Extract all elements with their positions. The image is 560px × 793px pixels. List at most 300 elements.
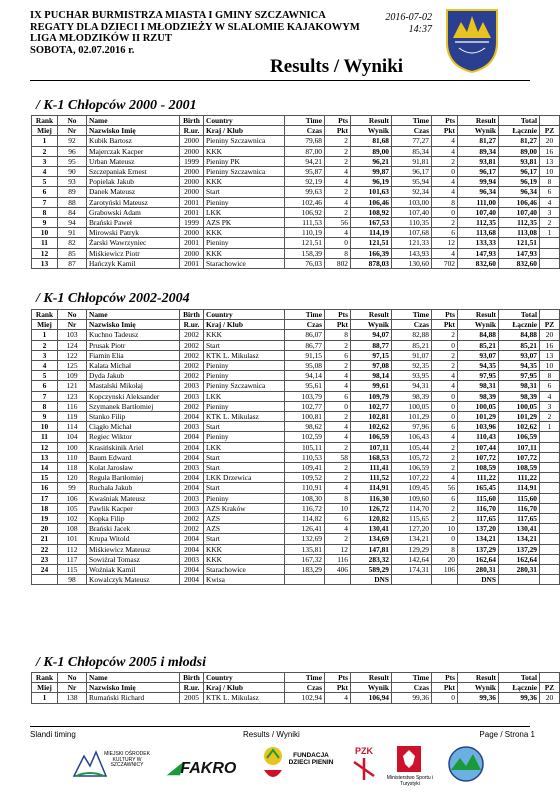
cell-bib: 102 — [58, 514, 87, 524]
cell-birth: 2002 — [180, 361, 204, 371]
header-time1: Czas — [285, 683, 325, 693]
cell-result1: 283,32 — [351, 554, 392, 564]
cell-result2: 89,34 — [458, 146, 499, 156]
header-rank: Miej — [32, 126, 58, 136]
cell-club: Start — [204, 483, 285, 493]
cell-rank: 2 — [32, 340, 58, 350]
cell-club: Pieniny — [204, 238, 285, 248]
header-rank: Rank — [32, 673, 58, 683]
cell-name: Popielak Jakub — [87, 177, 180, 187]
cell-rank — [32, 575, 58, 585]
table-row — [32, 207, 560, 217]
header-birth: Birth — [180, 116, 204, 126]
cell-pts1: 2 — [325, 361, 351, 371]
cell-pz — [540, 258, 560, 268]
cell-pz: 16 — [540, 340, 560, 350]
cell-bib: 103 — [58, 330, 87, 340]
cell-pz — [540, 575, 560, 585]
cell-pts2: 4 — [432, 187, 458, 197]
cell-pts1: 4 — [325, 228, 351, 238]
cell-birth: 2000 — [180, 228, 204, 238]
cell-time1: 106,92 — [285, 207, 325, 217]
cell-pts2: 4 — [432, 381, 458, 391]
cell-total: 89,00 — [499, 146, 540, 156]
cell-pts2: 2 — [432, 514, 458, 524]
table-row — [32, 422, 560, 432]
cell-total: 93,81 — [499, 156, 540, 166]
header-birth: Birth — [180, 673, 204, 683]
pzk-paddle-icon — [350, 756, 378, 782]
header-name: Name — [87, 310, 180, 320]
cell-result2: 110,43 — [458, 432, 499, 442]
cell-bib: 109 — [58, 371, 87, 381]
cell-rank: 2 — [32, 146, 58, 156]
cell-pts1: 58 — [325, 452, 351, 462]
cell-result1: 114,91 — [351, 483, 392, 493]
header-time1: Time — [285, 310, 325, 320]
cell-rank: 18 — [32, 503, 58, 513]
cell-rank: 12 — [32, 442, 58, 452]
cell-pts2: 0 — [432, 167, 458, 177]
cell-rank: 4 — [32, 361, 58, 371]
header-result1: Result — [351, 116, 392, 126]
cell-birth: 2004 — [180, 483, 204, 493]
table-header-row — [32, 126, 560, 136]
cell-pz: 3 — [540, 401, 560, 411]
cell-bib: 101 — [58, 534, 87, 544]
header-name: Name — [87, 116, 180, 126]
cell-result1: 102,62 — [351, 422, 392, 432]
cell-club: KKK — [204, 330, 285, 340]
cell-pz — [540, 544, 560, 554]
cell-pz: 2 — [540, 412, 560, 422]
header-birth: Birth — [180, 310, 204, 320]
cell-pts1: 12 — [325, 544, 351, 554]
cell-pz: 10 — [540, 361, 560, 371]
cell-time1: 126,41 — [285, 524, 325, 534]
cell-club: KKK — [204, 554, 285, 564]
header-total: Total — [499, 116, 540, 126]
table-row — [32, 503, 560, 513]
cell-bib: 138 — [58, 693, 87, 703]
cell-pts2: 10 — [432, 524, 458, 534]
cell-time2: 85,21 — [392, 340, 432, 350]
cell-time2: 97,96 — [392, 422, 432, 432]
table-row — [32, 575, 560, 585]
cell-name: Danek Mateusz — [87, 187, 180, 197]
cell-time1: 95,61 — [285, 381, 325, 391]
cell-result2: 99,94 — [458, 177, 499, 187]
ministry-eagle-icon — [395, 744, 423, 774]
cell-pts1: 8 — [325, 248, 351, 258]
cell-result1: 102,77 — [351, 401, 392, 411]
cell-pz: 13 — [540, 156, 560, 166]
cell-result1: 109,79 — [351, 391, 392, 401]
cell-time2: 110,35 — [392, 218, 432, 228]
cell-birth: 2000 — [180, 187, 204, 197]
cell-pts1: 2 — [325, 463, 351, 473]
header-bib: No — [58, 310, 87, 320]
pzk-label: PZK — [355, 746, 373, 756]
header-time2: Time — [392, 673, 432, 683]
cell-total: 832,60 — [499, 258, 540, 268]
cell-result1: 88,77 — [351, 340, 392, 350]
cell-birth: 2003 — [180, 463, 204, 473]
cell-pts1: 2 — [325, 412, 351, 422]
cell-time2: 115,65 — [392, 514, 432, 524]
table-row — [32, 401, 560, 411]
cell-rank: 9 — [32, 412, 58, 422]
cell-birth: 2004 — [180, 575, 204, 585]
cell-total: 99,36 — [499, 693, 540, 703]
cell-rank: 13 — [32, 452, 58, 462]
cell-pz: 8 — [540, 371, 560, 381]
header-club: Country — [204, 310, 285, 320]
header-total: Łącznie — [499, 683, 540, 693]
cell-pts1: 2 — [325, 473, 351, 483]
cell-birth: 1999 — [180, 156, 204, 166]
cell-time1: 79,68 — [285, 136, 325, 146]
table-row — [32, 565, 560, 575]
cell-name: Miśkiewicz Piotr — [87, 248, 180, 258]
header-result1: Wynik — [351, 320, 392, 330]
cell-result1: DNS — [351, 575, 392, 585]
cell-result2: 111,00 — [458, 197, 499, 207]
cell-pts1: 4 — [325, 524, 351, 534]
cell-name: Kuchno Tadeusz — [87, 330, 180, 340]
cell-pts1: 2 — [325, 156, 351, 166]
cell-birth: 2001 — [180, 197, 204, 207]
cell-pz: 8 — [540, 177, 560, 187]
cell-pts1: 116 — [325, 554, 351, 564]
table-row — [32, 524, 560, 534]
cell-club: AZS PK — [204, 218, 285, 228]
cell-time1: 110,53 — [285, 452, 325, 462]
cell-pts2: 6 — [432, 228, 458, 238]
table-row — [32, 156, 560, 166]
cell-time2: 143,93 — [392, 248, 432, 258]
cell-rank: 4 — [32, 167, 58, 177]
header-rank: Miej — [32, 320, 58, 330]
cell-time2: 114,70 — [392, 503, 432, 513]
cell-pts1: 6 — [325, 391, 351, 401]
cell-club: Start — [204, 340, 285, 350]
cell-rank: 5 — [32, 177, 58, 187]
header-total: Łącznie — [499, 320, 540, 330]
table-header-row — [32, 673, 560, 683]
cell-time1: 94,14 — [285, 371, 325, 381]
cell-time1: 99,63 — [285, 187, 325, 197]
cell-total: 102,62 — [499, 422, 540, 432]
cell-time2: 129,29 — [392, 544, 432, 554]
header-pz — [540, 310, 560, 320]
header-time2: Time — [392, 116, 432, 126]
cell-pz — [540, 534, 560, 544]
club-logo — [445, 8, 499, 74]
title-line-2: REGATY DLA DZIECI I MŁODZIEŻY W SLALOMIE KAJAKOWYM — [30, 21, 360, 33]
cell-rank: 1 — [32, 136, 58, 146]
cell-time1: 158,39 — [285, 248, 325, 258]
header-name: Nazwisko Imię — [87, 126, 180, 136]
cell-total: 107,72 — [499, 452, 540, 462]
cell-pts2: 106 — [432, 565, 458, 575]
cell-bib: 105 — [58, 503, 87, 513]
cell-pts2: 0 — [432, 340, 458, 350]
cell-pts2: 4 — [432, 136, 458, 146]
cell-club: LKK — [204, 391, 285, 401]
cell-name: Kowalczyk Mateusz — [87, 575, 180, 585]
cell-result2: 107,72 — [458, 452, 499, 462]
cell-pts2: 2 — [432, 218, 458, 228]
date-time — [372, 12, 432, 35]
cell-club: Pieniny Szczawnica — [204, 167, 285, 177]
cell-pts2: 6 — [432, 493, 458, 503]
cell-result2: 84,88 — [458, 330, 499, 340]
cell-birth: 2003 — [180, 503, 204, 513]
header-total: Total — [499, 310, 540, 320]
header-pz — [540, 673, 560, 683]
cell-name: Sowiźrał Tomasz — [87, 554, 180, 564]
cell-name: Hańczyk Kamil — [87, 258, 180, 268]
cell-birth: 2002 — [180, 514, 204, 524]
table-row — [32, 248, 560, 258]
header-result1: Result — [351, 673, 392, 683]
header-pts2: Pkt — [432, 320, 458, 330]
cell-pts1: 4 — [325, 381, 351, 391]
table-row — [32, 493, 560, 503]
mok-label: MIEJSKI OŚRODEK KULTURY W SZCZAWNICY — [104, 751, 150, 768]
cell-bib: 115 — [58, 565, 87, 575]
cell-name: Regiec Wiktor — [87, 432, 180, 442]
mok-mountain-logo — [72, 746, 108, 782]
cell-result1: 147,81 — [351, 544, 392, 554]
cell-result1: 102,81 — [351, 412, 392, 422]
header-name: Nazwisko Imię — [87, 320, 180, 330]
cell-pz — [540, 432, 560, 442]
cell-bib: 123 — [58, 391, 87, 401]
cell-result2: 96,17 — [458, 167, 499, 177]
cell-pts1: 2 — [325, 442, 351, 452]
cell-time2: 99,36 — [392, 693, 432, 703]
cell-time1: 114,82 — [285, 514, 325, 524]
cell-time2: 92,35 — [392, 361, 432, 371]
cell-pts1: 8 — [325, 330, 351, 340]
cell-birth: 2002 — [180, 350, 204, 360]
cell-result1: 107,11 — [351, 442, 392, 452]
cell-bib: 116 — [58, 401, 87, 411]
cell-club: Pieniny Szczawnica — [204, 381, 285, 391]
cell-time2: 85,34 — [392, 146, 432, 156]
cell-result1: 878,03 — [351, 258, 392, 268]
header-result2: Result — [458, 310, 499, 320]
cell-club: Pieniny — [204, 197, 285, 207]
table-row — [32, 238, 560, 248]
header-time2: Czas — [392, 126, 432, 136]
cell-result2: 107,40 — [458, 207, 499, 217]
header-club: Kraj / Klub — [204, 683, 285, 693]
cell-total: 114,91 — [499, 483, 540, 493]
header-rank: Rank — [32, 310, 58, 320]
cell-time2: 96,17 — [392, 167, 432, 177]
cell-pts1: 4 — [325, 483, 351, 493]
cell-club: Pieniny Szczawnica — [204, 136, 285, 146]
cell-club: KKK — [204, 146, 285, 156]
cell-birth: 2002 — [180, 371, 204, 381]
cell-bib: 119 — [58, 412, 87, 422]
cell-pts1: 2 — [325, 340, 351, 350]
cell-bib: 91 — [58, 228, 87, 238]
cell-result1: 96,21 — [351, 156, 392, 166]
cell-time2: 101,29 — [392, 412, 432, 422]
cell-club: Kwisa — [204, 575, 285, 585]
cell-rank: 15 — [32, 473, 58, 483]
cell-pts2: 4 — [432, 371, 458, 381]
cell-rank: 6 — [32, 381, 58, 391]
cell-pz: 1 — [540, 228, 560, 238]
cell-birth: 2000 — [180, 167, 204, 177]
cell-bib: 104 — [58, 432, 87, 442]
section-title-2005: / K-1 Chłopców 2005 i młodsi — [36, 655, 206, 670]
cell-total: 107,40 — [499, 207, 540, 217]
cell-total — [499, 575, 540, 585]
cell-birth: 2004 — [180, 452, 204, 462]
cell-total: 98,39 — [499, 391, 540, 401]
cell-club: Pieniny — [204, 432, 285, 442]
cell-pts2: 6 — [432, 422, 458, 432]
cell-name: Ruchała Jakub — [87, 483, 180, 493]
cell-time2: 91,81 — [392, 156, 432, 166]
cell-pts1: 4 — [325, 197, 351, 207]
cell-result2: 134,21 — [458, 534, 499, 544]
cell-birth: 2001 — [180, 238, 204, 248]
cell-club: KKK — [204, 248, 285, 258]
cell-pts2: 4 — [432, 248, 458, 258]
header-result1: Wynik — [351, 683, 392, 693]
cell-name: Reguła Bartłomiej — [87, 473, 180, 483]
table-row — [32, 412, 560, 422]
cell-rank: 24 — [32, 565, 58, 575]
cell-rank: 5 — [32, 371, 58, 381]
cell-bib: 84 — [58, 207, 87, 217]
cell-result1: 130,41 — [351, 524, 392, 534]
results-heading: Results / Wyniki — [270, 56, 404, 77]
cell-total: 147,93 — [499, 248, 540, 258]
cell-name: Kalata Michał — [87, 361, 180, 371]
table-row — [32, 381, 560, 391]
header-time2: Czas — [392, 683, 432, 693]
cell-pts1: 6 — [325, 350, 351, 360]
cell-name: Brański Jacek — [87, 524, 180, 534]
cell-club: LKK — [204, 207, 285, 217]
cell-pts2: 4 — [432, 177, 458, 187]
header-pts2: Pkt — [432, 683, 458, 693]
cell-pts2: 2 — [432, 503, 458, 513]
cell-rank: 8 — [32, 401, 58, 411]
cell-birth: 2004 — [180, 544, 204, 554]
cell-time2: 82,88 — [392, 330, 432, 340]
cell-pts2: 2 — [432, 330, 458, 340]
cell-time1: 102,59 — [285, 432, 325, 442]
header-pts1: Pts — [325, 673, 351, 683]
page-number: Page / Strona 1 — [479, 730, 535, 739]
table-row — [32, 330, 560, 340]
cell-name: Majerczak Kacper — [87, 146, 180, 156]
cell-bib: 108 — [58, 524, 87, 534]
cell-rank: 9 — [32, 218, 58, 228]
cell-bib: 96 — [58, 146, 87, 156]
cell-bib: 87 — [58, 258, 87, 268]
cell-rank: 10 — [32, 422, 58, 432]
cell-name: Urban Mateusz — [87, 156, 180, 166]
cell-club: LKK Drzewica — [204, 473, 285, 483]
header-pts2: Pts — [432, 310, 458, 320]
table-row — [32, 197, 560, 207]
cell-bib: 117 — [58, 554, 87, 564]
cell-time2: 77,27 — [392, 136, 432, 146]
cell-birth: 2003 — [180, 391, 204, 401]
cell-pts1: 4 — [325, 693, 351, 703]
cell-birth: 2000 — [180, 177, 204, 187]
cell-result2: 98,39 — [458, 391, 499, 401]
header-birth: R.ur. — [180, 683, 204, 693]
table-row — [32, 452, 560, 462]
cell-rank: 1 — [32, 330, 58, 340]
table-row — [32, 350, 560, 360]
header-result2: Wynik — [458, 320, 499, 330]
cell-result2: 162,64 — [458, 554, 499, 564]
cell-name: Brański Paweł — [87, 218, 180, 228]
cell-bib: 106 — [58, 493, 87, 503]
cell-pts2: 2 — [432, 452, 458, 462]
cell-pz — [540, 248, 560, 258]
header-rank: Rank — [32, 116, 58, 126]
cell-pts1: 4 — [325, 422, 351, 432]
cell-pts2: 2 — [432, 156, 458, 166]
cell-rank: 3 — [32, 350, 58, 360]
header-pts1: Pkt — [325, 320, 351, 330]
header-bib: No — [58, 673, 87, 683]
table-row — [32, 554, 560, 564]
cell-result2: 137,20 — [458, 524, 499, 534]
cell-club: Start — [204, 452, 285, 462]
cell-bib: 110 — [58, 452, 87, 462]
header-result1: Wynik — [351, 126, 392, 136]
cell-pz — [540, 452, 560, 462]
cell-rank: 1 — [32, 693, 58, 703]
cell-bib: 89 — [58, 187, 87, 197]
header-rank: Miej — [32, 683, 58, 693]
cell-time1: 102,46 — [285, 197, 325, 207]
cell-club: KKK — [204, 177, 285, 187]
cell-time1: 102,77 — [285, 401, 325, 411]
cell-total: 84,88 — [499, 330, 540, 340]
cell-name: Miśkiewicz Mateusz — [87, 544, 180, 554]
cell-total: 96,34 — [499, 187, 540, 197]
cell-result1: 111,52 — [351, 473, 392, 483]
cell-result1: 120,82 — [351, 514, 392, 524]
cell-name: Krupa Witold — [87, 534, 180, 544]
cell-time2: 105,72 — [392, 452, 432, 462]
table-row — [32, 177, 560, 187]
table-row — [32, 442, 560, 452]
cell-pts2: 0 — [432, 693, 458, 703]
header-club: Kraj / Klub — [204, 320, 285, 330]
cell-total: 137,29 — [499, 544, 540, 554]
cell-result1: 116,30 — [351, 493, 392, 503]
cell-pz: 2 — [540, 218, 560, 228]
cell-result1: 96,19 — [351, 177, 392, 187]
cell-time1: 121,51 — [285, 238, 325, 248]
